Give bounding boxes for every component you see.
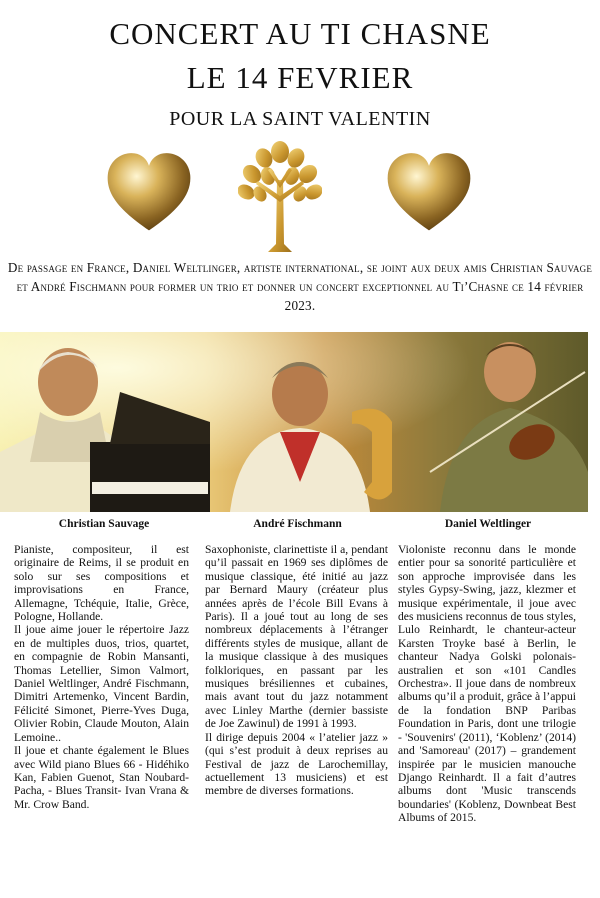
poster-title-line-1: CONCERT AU TI CHASNE bbox=[109, 16, 491, 51]
bio-paragraph: Saxophoniste, clarinettiste il a, pendant qu’il passait en 1969 ses diplômes de musique classique, été initié au jazz par Bernard Maury (créateur plus années après de l’école Bill Evans à Paris). Il a joué tout au long de ses nombreux déplacements à l’étranger différents styles de musique, allant de la musique classique à des musiques folkloriques, en passant par les musiques brésiliennes et cubaines, mais avant tout du jazz notamment avec Linley Marthe (dernier bassiste de Joe Zawinul) de 1991 à 1993. bbox=[205, 543, 388, 731]
bio-paragraph: Il joue aime jouer le répertoire Jazz en de multiples duos, trios, quartet, en compagnie de Robin Mansanti, Thomas Letellier, Simon Valmort, Daniel Weltlinger, André Fischmann, Dimitri Artemenko, Vincent Bardin, Félicité Simonet, Pierre-Yves Duga, Olivier Robin, Claude Mouton, Alain Lemoine.. bbox=[14, 623, 189, 744]
bio-column-andre bbox=[205, 543, 388, 798]
musician-name-andre: André Fischmann bbox=[253, 518, 342, 530]
musicians-photo bbox=[0, 332, 588, 512]
bio-paragraph: Il joue et chante également le Blues avec Wild piano Blues 66 - Hidéhiko Kan, Fabien Guenot, Stan Noubard-Pacha, - Blues Transit- Ivan Vrana & Mr. Crow Band. bbox=[14, 744, 189, 811]
bio-paragraph: Violoniste reconnu dans le monde entier pour sa sonorité particulière et son approche improvisée dans les styles Gypsy-Swing, jazz, klezmer et musique expérimentale, il joue avec des musiciens reconnus de tous styles, Lulo Reinhardt, le chanteur-acteur Karsten Troyke basé à Berlin, le chanteur Nadya Golski polonais-australien et son «101 Candles Orchestra». Il joue dans de nombreux albums qu’il a produit, grâce à l’appui de la fondation BNP Paribas Foundation in Paris, dont une trilogie - 'Souvenirs' (2011), ‘Koblenz’ (2014) and 'Samoreau' (2017) – grandement inspirée par le musicien manouche Django Reinhardt. Il a fait d’autres albums dont 'Music transcends boundaries' (Koblenz, Downbeat Best Albums of 2015. bbox=[398, 543, 576, 825]
gold-heart-icon bbox=[104, 148, 194, 234]
bio-paragraph: Il dirige depuis 2004 « l’atelier jazz » (qui s’est produit à deux reprises au Festival de jazz de Larochemillay, actuellement 13 musiciens) et est membre de diverses formations. bbox=[205, 730, 388, 798]
bio-column-daniel bbox=[398, 543, 576, 825]
poster-subtitle: POUR LA SAINT VALENTIN bbox=[169, 108, 431, 130]
poster-title-line-2: LE 14 FEVRIER bbox=[186, 60, 414, 95]
intro-paragraph: De passage en France, Daniel Weltlinger, artiste international, se joint aux deux amis Christian Sauvage et André Fischmann pour former un trio et donner un concert exceptionnel au Ti’Chasne ce 14 février 2023. bbox=[7, 260, 593, 313]
bio-column-christian bbox=[14, 543, 189, 811]
musician-name-christian: Christian Sauvage bbox=[58, 518, 150, 530]
musician-name-daniel: Daniel Weltlinger bbox=[444, 518, 532, 530]
gold-heart-icon bbox=[384, 148, 474, 234]
gold-tree-icon bbox=[238, 140, 322, 256]
bio-paragraph: Pianiste, compositeur, il est originaire de Reims, il se produit en solo sur ses compositions et improvisations en France, Allemagne, Tchéquie, Italie, Grèce, Pologne, Hollande. bbox=[14, 543, 189, 624]
